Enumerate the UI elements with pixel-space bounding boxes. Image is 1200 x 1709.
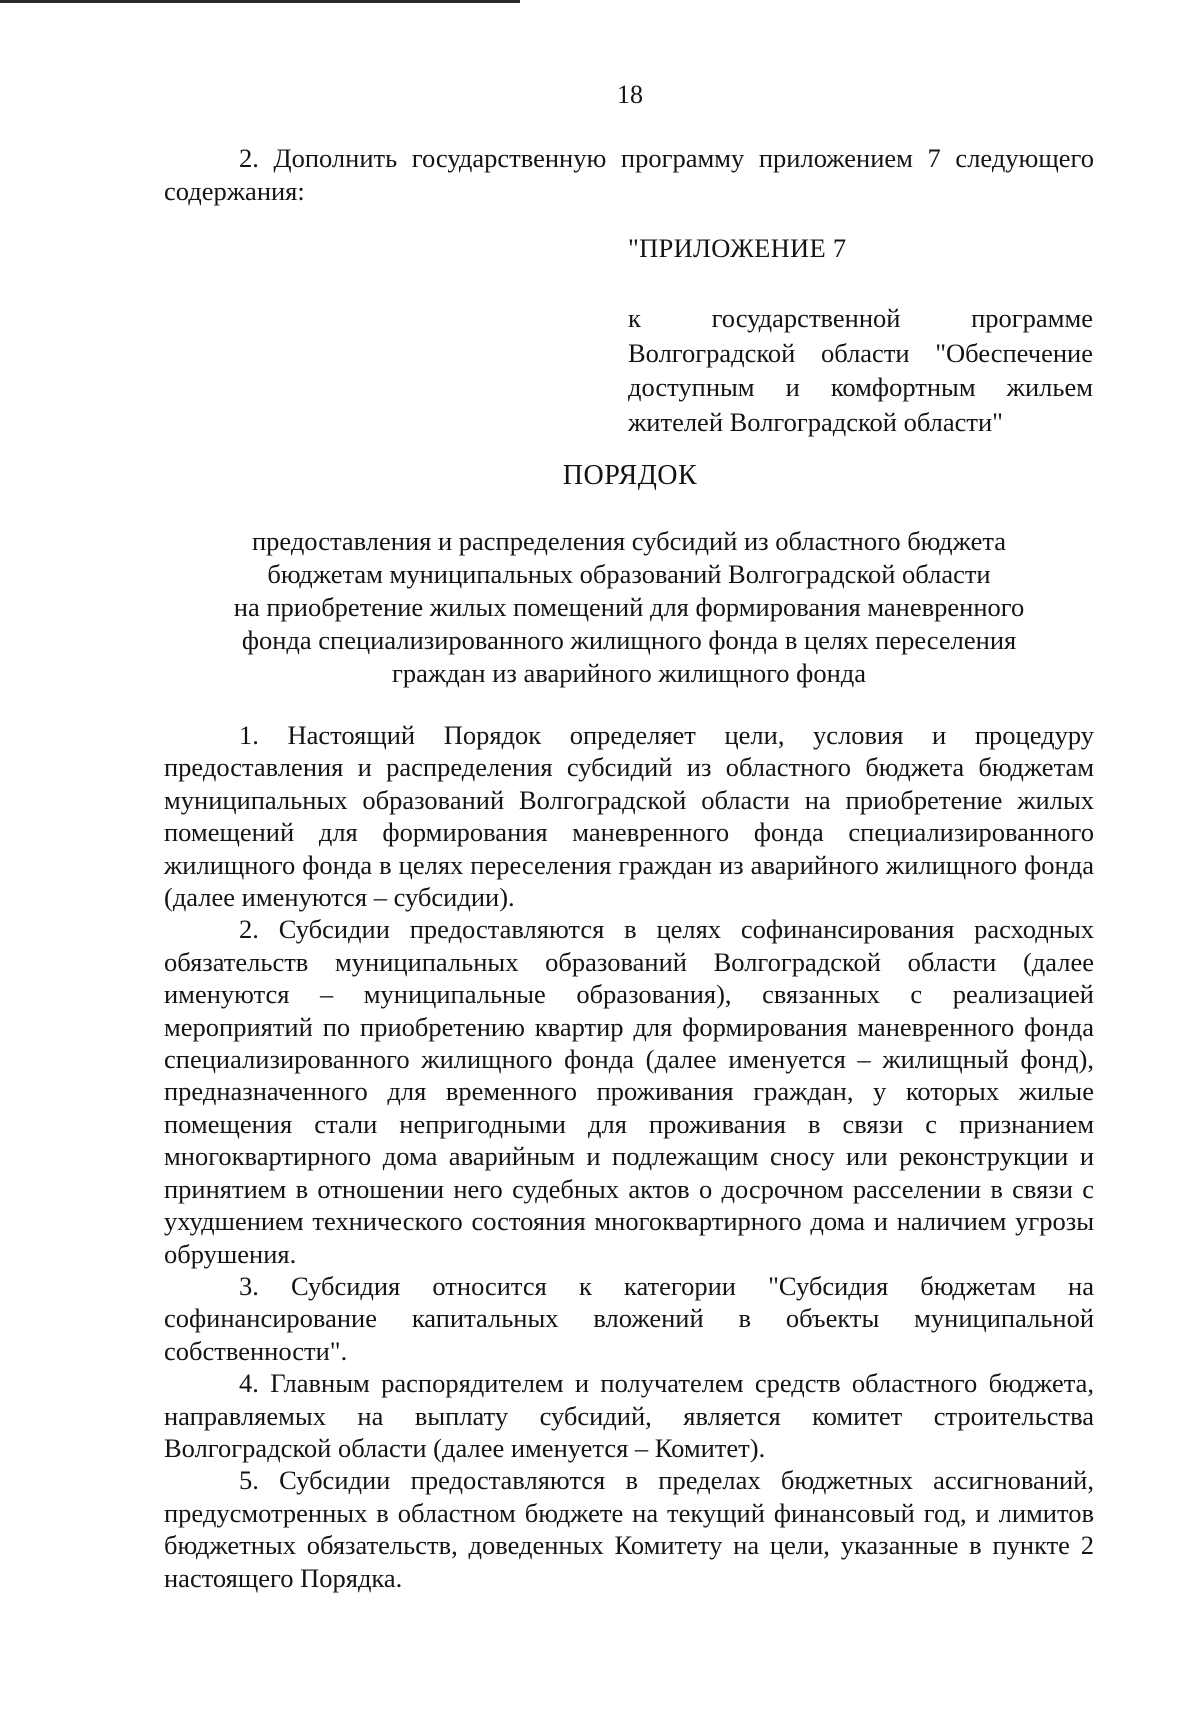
clause-2: 2. Субсидии предоставляются в целях софинансирования расходных обязательств муниципальных образований Волгоградской области (далее именуются – муниципальные образования), связанных с реализацией мероприятий по приобретению квартир для формирования маневренного фонда специализированного жилищного фонда (далее именуется – жилищный фонд), предназначенного для временного проживания граждан, у которых жилые помещения стали непригодными для проживания в связи с признанием многоквартирного дома аварийным и подлежащим сносу или реконструкции и принятием в отношении него судебных актов о досрочном расселении в связи с ухудшением технического состояния многоквартирного дома и наличием угрозы обрушения.	[164, 914, 1094, 1269]
page-number: 18	[617, 80, 643, 109]
appendix-reference-line: Волгоградской области "Обеспечение	[628, 337, 1093, 368]
clause-1: 1. Настоящий Порядок определяет цели, условия и процедуру предоставления и распределения субсидий из областного бюджета бюджетам муниципальных образований Волгоградской области на приобретение жилых помещений для формирования маневренного фонда специализированного жилищного фонда в целях переселения граждан из аварийного жилищного фонда (далее именуются – субсидии).	[164, 720, 1094, 913]
clause-4: 4. Главным распорядителем и получателем средств областного бюджета, направляемых на выплату субсидий, является комитет строительства Волгоградской области (далее именуется – Комитет).	[164, 1368, 1094, 1463]
appendix-reference-line: доступным и комфортным жильем	[628, 372, 1093, 402]
document-subtitle	[164, 525, 1094, 690]
document-body	[164, 719, 1094, 1594]
intro-paragraph: 2. Дополнить государственную программу приложением 7 следующего содержания:	[164, 143, 1094, 206]
clause-5: 5. Субсидии предоставляются в пределах бюджетных ассигнований, предусмотренных в областном бюджете на текущий финансовый год, и лимитов бюджетных обязательств, доведенных Комитету на цели, указанные в пункте 2 настоящего Порядка.	[164, 1465, 1094, 1593]
document-title: ПОРЯДОК	[562, 460, 698, 491]
document-subtitle-line: граждан из аварийного жилищного фонда	[392, 658, 866, 688]
document-subtitle-line: предоставления и распределения субсидий из областного бюджета	[251, 526, 1007, 556]
document-subtitle-line: фонда специализированного жилищного фонда в целях переселения	[241, 625, 1017, 655]
appendix-title: "ПРИЛОЖЕНИЕ 7	[628, 233, 847, 263]
clause-3: 3. Субсидия относится к категории "Субсидия бюджетам на софинансирование капитальных вложений в объекты муниципальной собственности".	[164, 1270, 1094, 1366]
appendix-reference	[628, 301, 1093, 439]
scan-edge-line	[0, 0, 520, 3]
appendix-reference-line: жителей Волгоградской области"	[628, 406, 1003, 437]
document-subtitle-line: на приобретение жилых помещений для формирования маневренного	[233, 592, 1025, 622]
document-subtitle-line: бюджетам муниципальных образований Волгоградской области	[267, 559, 991, 589]
appendix-reference-line: к государственной программе	[628, 303, 1093, 333]
